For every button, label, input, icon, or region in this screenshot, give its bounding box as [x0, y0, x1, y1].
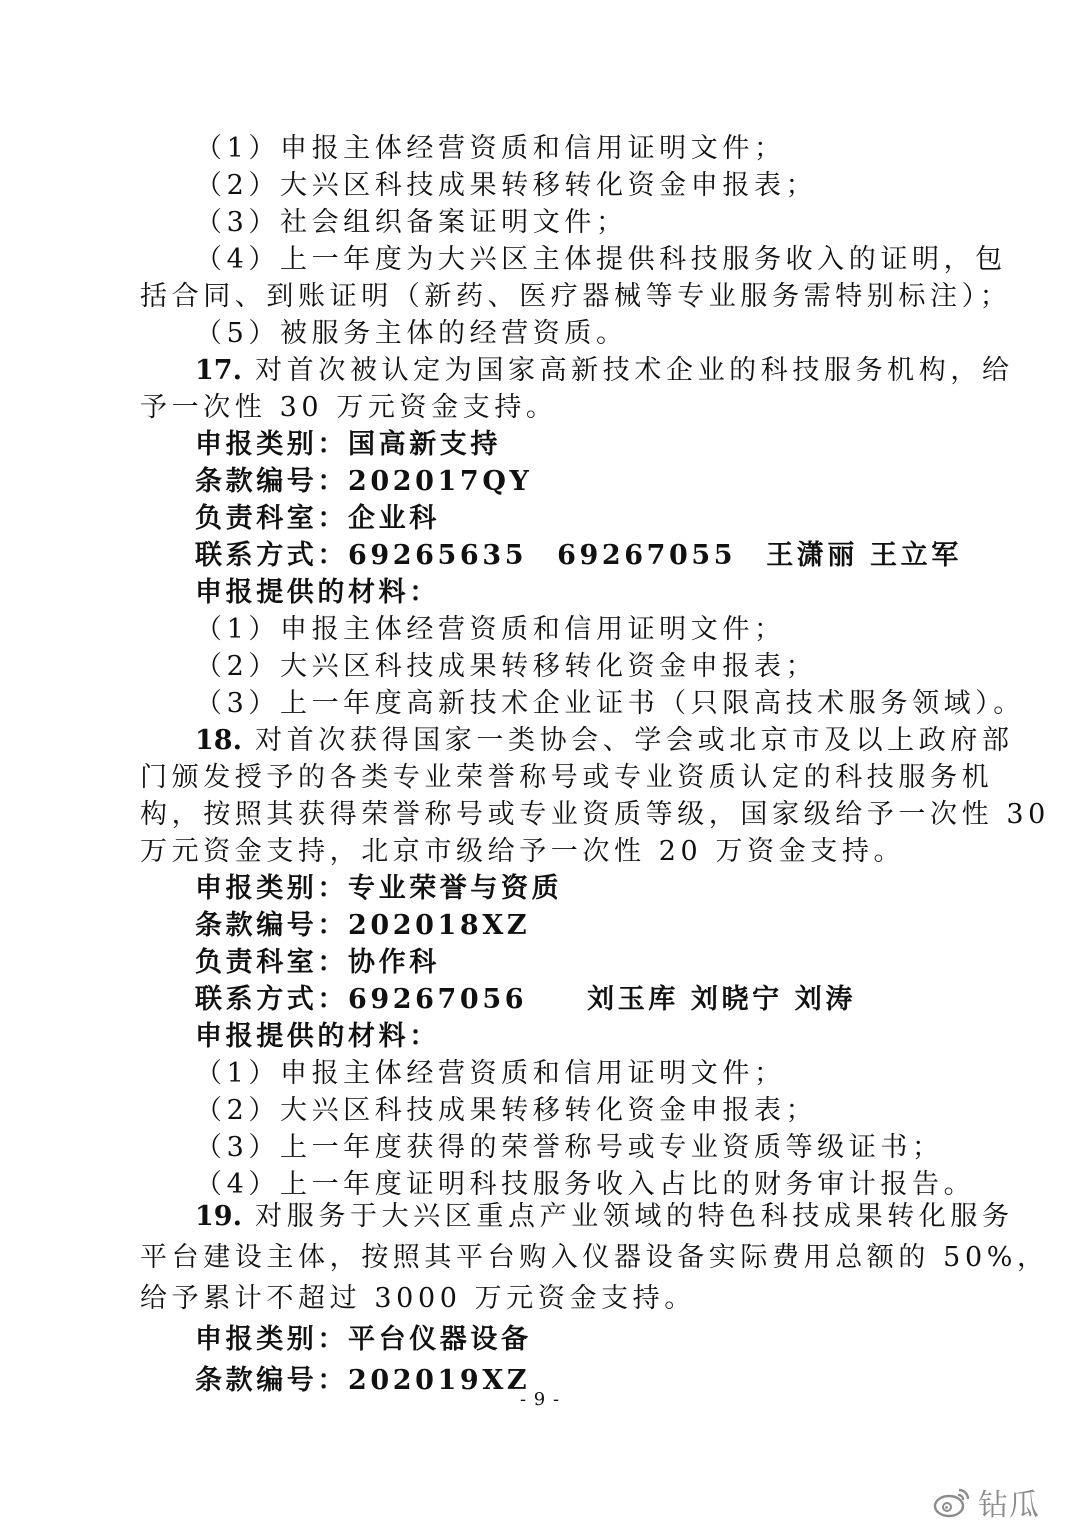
phone-number: 69267055 [557, 540, 737, 571]
clause-dept: 负责科室：企业科 [195, 503, 440, 534]
material-item: （4）上一年度为大兴区主体提供科技服务收入的证明，包 [195, 244, 1007, 275]
clause-code: 条款编号：202017QY [195, 466, 533, 497]
contact-person: 刘涛 [794, 984, 856, 1015]
phone-number: 69265635 [348, 540, 528, 571]
clause-text: 对首次获得国家一类协会、学会或北京市及以上政府部 [255, 725, 1014, 756]
clause-category: 申报类别：平台仪器设备 [195, 1324, 532, 1355]
clause-text: 对首次被认定为国家高新技术企业的科技服务机构，给 [255, 355, 1014, 386]
material-item-continued: 括合同、到账证明（新药、医疗器械等专业服务需特别标注）； [140, 281, 1012, 312]
clause-code: 条款编号：202018XZ [195, 910, 531, 941]
watermark [932, 1482, 1072, 1522]
clause-code: 条款编号：202019XZ [195, 1365, 531, 1396]
material-item: （5）被服务主体的经营资质。 [195, 318, 628, 349]
materials-title: 申报提供的材料： [195, 577, 440, 608]
material-item: （4）上一年度证明科技服务收入占比的财务审计报告。 [195, 1169, 976, 1200]
contact-person: 刘晓宁 [690, 984, 783, 1015]
clause-text-continued: 平台建设主体，按照其平台购入仪器设备实际费用总额的 50%， [140, 1242, 1049, 1273]
material-item: （1）申报主体经营资质和信用证明文件； [195, 614, 786, 645]
clause-text-continued: 予一次性 30 万元资金支持。 [140, 392, 558, 423]
page-number: - 9 - [519, 1389, 561, 1410]
clause-text-continued: 门颁发授予的各类专业荣誉称号或专业资质认定的科技服务机 [140, 762, 994, 793]
clause-category: 申报类别：专业荣誉与资质 [195, 873, 563, 904]
clause-category: 申报类别：国高新支持 [195, 429, 501, 460]
clause-number: 17. [195, 355, 242, 386]
materials-title: 申报提供的材料： [195, 1021, 440, 1052]
contact-label: 联系方式： [195, 540, 348, 571]
clause-number: 18. [195, 725, 242, 756]
clause-dept: 负责科室：协作科 [195, 947, 440, 978]
contact-person: 王潇丽 [766, 540, 858, 571]
material-item: （1）申报主体经营资质和信用证明文件； [195, 1058, 786, 1089]
material-item: （3）社会组织备案证明文件； [195, 207, 628, 238]
material-item: （2）大兴区科技成果转移转化资金申报表； [195, 170, 818, 201]
material-item: （1）申报主体经营资质和信用证明文件； [195, 133, 786, 164]
clause-19-text [195, 1199, 1014, 1235]
clause-text: 对服务于大兴区重点产业领域的特色科技成果转化服务 [255, 1201, 1014, 1232]
material-item: （2）大兴区科技成果转移转化资金申报表； [195, 651, 818, 682]
clause-number: 19. [195, 1201, 242, 1232]
contact-person: 刘玉库 [587, 984, 679, 1015]
clause-text-continued: 万元资金支持，北京市级给予一次性 20 万资金支持。 [140, 836, 906, 867]
material-item: （3）上一年度获得的荣誉称号或专业资质等级证书； [195, 1132, 944, 1163]
watermark-text: 钻瓜 [978, 1488, 1040, 1523]
clause-text-continued: 构，按照其获得荣誉称号或专业资质等级，国家级给予一次性 30 [140, 799, 1050, 830]
phone-number: 69267056 [348, 984, 528, 1015]
weibo-icon [932, 1485, 972, 1519]
material-item: （3）上一年度高新技术企业证书（只限高技术服务领域）。 [195, 688, 1025, 719]
clause-text-continued: 给予累计不超过 3000 万元资金支持。 [140, 1283, 696, 1314]
contact-person: 王立军 [870, 540, 962, 571]
material-item: （2）大兴区科技成果转移转化资金申报表； [195, 1095, 818, 1126]
contact-label: 联系方式： [195, 984, 348, 1015]
